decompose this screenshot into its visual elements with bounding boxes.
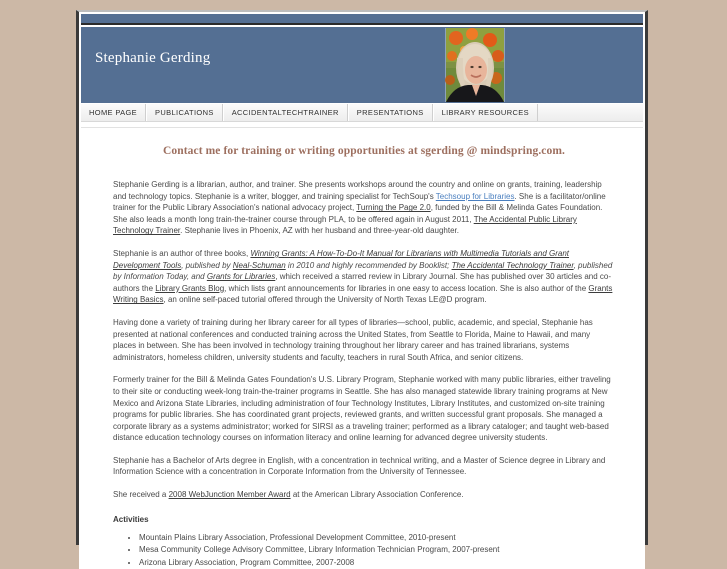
bio-p6-text-1: She received a <box>113 490 169 500</box>
main-navigation <box>81 103 643 122</box>
bio-p2-text-4: , published by Information Today, and <box>113 260 613 282</box>
link-2008-webjunction-member-award[interactable]: 2008 WebJunction Member Award <box>168 490 291 500</box>
nav-filler <box>538 104 643 121</box>
bio-p2-text-7: , an online self-paced tutorial offered through the University of North Texas LE@D program. <box>163 295 487 305</box>
bio-p2-text-5: , which received a starred review in Library Journal. She has published over 30 articles and co-authors the <box>113 272 612 293</box>
link-neal-schuman[interactable]: Neal-Schuman <box>232 260 286 270</box>
link-techsoup-for-libraries[interactable]: Techsoup for Libraries <box>435 191 515 201</box>
list-item: • Arizona Library Association, Program Committee, 2007-2008 <box>139 557 615 569</box>
bio-paragraph-6 <box>113 489 615 501</box>
activities-list <box>113 532 615 569</box>
site-title: Stephanie Gerding <box>95 50 211 66</box>
bio-p2-text-3: in 2010 and highly recommended by Booklist; <box>285 260 452 270</box>
bio-p2-text-2: , published by <box>181 260 233 270</box>
nav-tab-home-page[interactable]: HOME PAGE <box>81 104 146 121</box>
link-turning-the-page[interactable]: Turning the Page 2.0 <box>356 203 431 213</box>
site-header <box>81 27 643 103</box>
link-grants-for-libraries[interactable]: Grants for Libraries <box>206 272 276 282</box>
nav-tab-publications[interactable]: PUBLICATIONS <box>146 104 223 121</box>
bio-p1-text-2: . She is a facilitator/online trainer for the Public Library Association's national advocacy project, <box>113 191 606 213</box>
bio-p1-text-4: . Stephanie lives in Phoenix, AZ with her husband and three-year-old daughter. <box>180 226 459 236</box>
bio-p2-text-1: Stephanie is an author of three books, <box>113 248 251 258</box>
page-frame <box>76 10 648 567</box>
profile-photo-image <box>446 28 504 102</box>
bio-paragraph-4: Formerly trainer for the Bill & Melinda Gates Foundation's U.S. Library Program, Stephanie worked with many public libraries, either traveling to their site or conducting week-long train-the-trainer programs in Seattle. She has also managed statewide library training programs at New Mexico and Arizona State Libraries, including administration of four Technology Institutes, Library Institutes, and customized on-site training programs for public libraries. She has coordinated grant projects, reviewed grants, and written successful grant proposals. She managed a corporate library as a systems administrator; worked for SIRSI as a traveling trainer; performed as a library cataloger; and taught web-based distance education technology courses on information literacy and online learning for advanced degree university students. <box>113 375 611 443</box>
link-library-grants-blog[interactable]: Library Grants Blog <box>155 283 225 293</box>
bio-p6-text-2: at the American Library Association Conference. <box>290 490 464 500</box>
nav-tab-presentations[interactable]: PRESENTATIONS <box>348 104 433 121</box>
bio-p1-text-3: , funded by the Bill & Melinda Gates Foundation. She also leads a month long train-the-trainer course through PLA, to be offered again in August 2011, <box>113 203 603 224</box>
contact-heading: Contact me for training or writing opportunities at sgerding @ mindspring.com. <box>162 145 566 157</box>
profile-photo <box>445 28 505 102</box>
bio-p1-text-1: Stephanie Gerding is a librarian, author, and trainer. She presents workshops around the country and online on grants, training, leadership and technology topics. Stephanie is a writer, blogger, and training specialist for TechSoup's <box>113 180 602 201</box>
link-accidental-technology-trainer[interactable]: The Accidental Technology Trainer <box>451 260 574 270</box>
link-winning-grants[interactable]: Winning Grants: A How-To-Do-It Manual for Librarians with Multimedia Tutorials and Grant Development Tools <box>113 248 570 270</box>
bio-paragraph-2 <box>113 248 615 306</box>
nav-tab-accidentaltechtrainer[interactable]: ACCIDENTALTECHTRAINER <box>223 104 348 121</box>
nav-tab-library-resources[interactable]: LIBRARY RESOURCES <box>433 104 538 121</box>
link-grants-writing-basics[interactable]: Grants Writing Basics <box>113 283 613 305</box>
main-content <box>79 128 645 569</box>
bio-paragraph-3: Having done a variety of training during her library career for all types of libraries—school, public, academic, and special, Stephanie has presented at national conferences and conducted training across the United States, from Seattle to Florida, Maine to Hawaii, and many places in between. She has been involved in technology training throughout her library career and has trained librarians, systems administrators, homeless children, university students and faculty, teachers in rural South Africa, and senior citizens. <box>113 317 593 362</box>
list-item: • Mountain Plains Library Association, Professional Development Committee, 2010-present <box>139 532 615 545</box>
bio-p2-text-6: , which lists grant announcements for libraries in one easy to access location. She is also author of the <box>224 283 589 293</box>
list-item: • Mesa Community College Advisory Committee, Library Information Technician Program, 2007-present <box>139 544 615 557</box>
header-top-band <box>81 14 643 25</box>
bio-paragraph-1 <box>113 179 615 237</box>
activities-heading: Activities <box>113 514 149 524</box>
link-accidental-public-library-technology-trainer[interactable]: The Accidental Public Library Technology Trainer <box>113 214 577 236</box>
bio-paragraph-5: Stephanie has a Bachelor of Arts degree in English, with a concentration in technical writing, and a Master of Science degree in Library and Information Science with a concentration in Corporate Information from the University of Tennessee. <box>113 455 606 477</box>
